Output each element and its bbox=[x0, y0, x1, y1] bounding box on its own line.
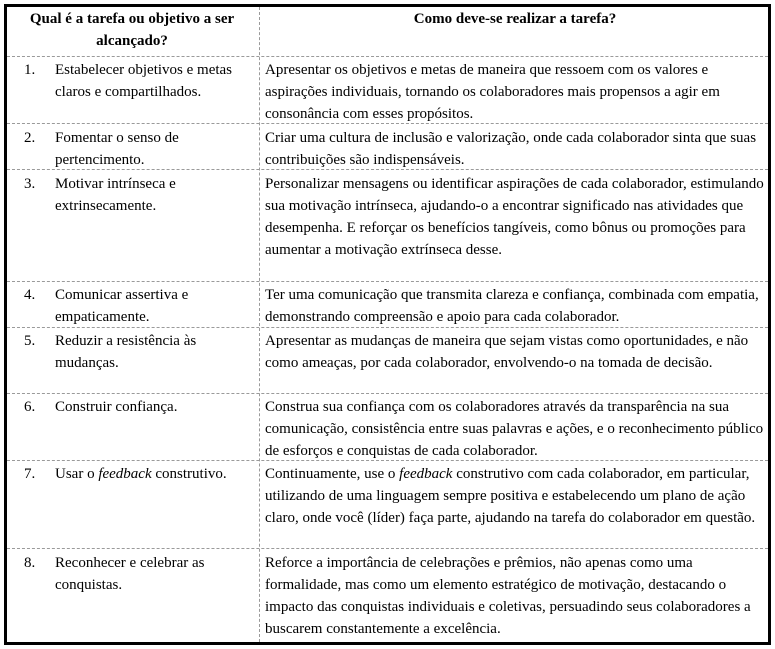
table-row bbox=[7, 57, 768, 124]
row-how: Personalizar mensagens ou identificar aspirações de cada colaborador, estimulando sua motivação intrínseca, ajudando-o a encontrar significado nas atividades que desempenha. E reforçar os benefícios tangíveis, como bônus ou promoções para aumentar a motivação extrínseca desse. bbox=[265, 176, 764, 258]
row-task: Reduzir a resistência às mudanças. bbox=[55, 333, 197, 371]
task-text-pre: Usar o bbox=[55, 466, 99, 482]
table-row bbox=[7, 328, 768, 394]
how-text-emphasis: feedback bbox=[399, 466, 453, 482]
row-number: 8. bbox=[24, 555, 36, 571]
row-task: Estabelecer objetivos e metas claros e compartilhados. bbox=[55, 62, 233, 100]
how-text-post: construtivo com cada colaborador, em particular, utilizando de uma linguagem sempre positiva e estabelecendo um plano de ação claro, onde você (líder) faça parte, ajudando na tarefa do colaborador em questão. bbox=[265, 466, 756, 526]
row-number: 2. bbox=[24, 130, 36, 146]
row-how bbox=[265, 463, 765, 529]
table-row bbox=[7, 549, 768, 642]
how-text-pre: Continuamente, use o bbox=[265, 466, 400, 482]
header-how-column: Como deve-se realizar a tarefa? bbox=[413, 11, 617, 27]
row-how: Construa sua confiança com os colaboradores através da transparência na sua comunicação, consistência entre suas palavras e ações, e o reconhecimento público de esforços e conquistas de cada colaborador. bbox=[265, 399, 764, 459]
row-how: Reforce a importância de celebrações e prêmios, não apenas como uma formalidade, mas como um elemento estratégico de motivação, destacando o impacto das conquistas individuais e coletivas, persuadindo seus colaboradores a buscarem constantemente a excelência. bbox=[265, 555, 751, 637]
row-how: Apresentar as mudanças de maneira que sejam vistas como oportunidades, e não como ameaças, por cada colaborador, envolvendo-o na tomada de decisão. bbox=[265, 333, 749, 371]
table-row bbox=[7, 394, 768, 461]
row-task: Comunicar assertiva e empaticamente. bbox=[55, 287, 189, 325]
row-how: Apresentar os objetivos e metas de maneira que ressoem com os valores e aspirações individuais, tornando os colaboradores mais propensos a agir em consonância com esses propósitos. bbox=[265, 62, 720, 122]
table-row bbox=[7, 170, 768, 282]
row-task: Construir confiança. bbox=[55, 399, 178, 415]
row-number: 3. bbox=[24, 176, 36, 192]
header-task-column: Qual é a tarefa ou objetivo a ser alcançado? bbox=[29, 11, 235, 49]
row-how: Criar uma cultura de inclusão e valorização, onde cada colaborador sinta que suas contribuições são indispensáveis. bbox=[265, 130, 757, 168]
task-text-post: construtivo. bbox=[151, 466, 227, 482]
row-task: Motivar intrínseca e extrinsecamente. bbox=[55, 176, 176, 214]
table-row bbox=[7, 461, 768, 549]
row-number: 7. bbox=[24, 466, 36, 482]
table-header-row bbox=[7, 7, 768, 57]
task-table bbox=[4, 4, 771, 645]
row-task: Fomentar o senso de pertencimento. bbox=[55, 130, 179, 168]
task-text-emphasis: feedback bbox=[98, 466, 152, 482]
row-number: 5. bbox=[24, 333, 36, 349]
row-number: 4. bbox=[24, 287, 36, 303]
row-task: Reconhecer e celebrar as conquistas. bbox=[55, 555, 205, 593]
table-row bbox=[7, 282, 768, 328]
table-row bbox=[7, 124, 768, 170]
row-how: Ter uma comunicação que transmita clareza e confiança, combinada com empatia, demonstrando compreensão e apoio para cada colaborador. bbox=[265, 287, 759, 325]
row-number: 6. bbox=[24, 399, 36, 415]
row-task bbox=[55, 463, 255, 485]
row-number: 1. bbox=[24, 62, 36, 78]
